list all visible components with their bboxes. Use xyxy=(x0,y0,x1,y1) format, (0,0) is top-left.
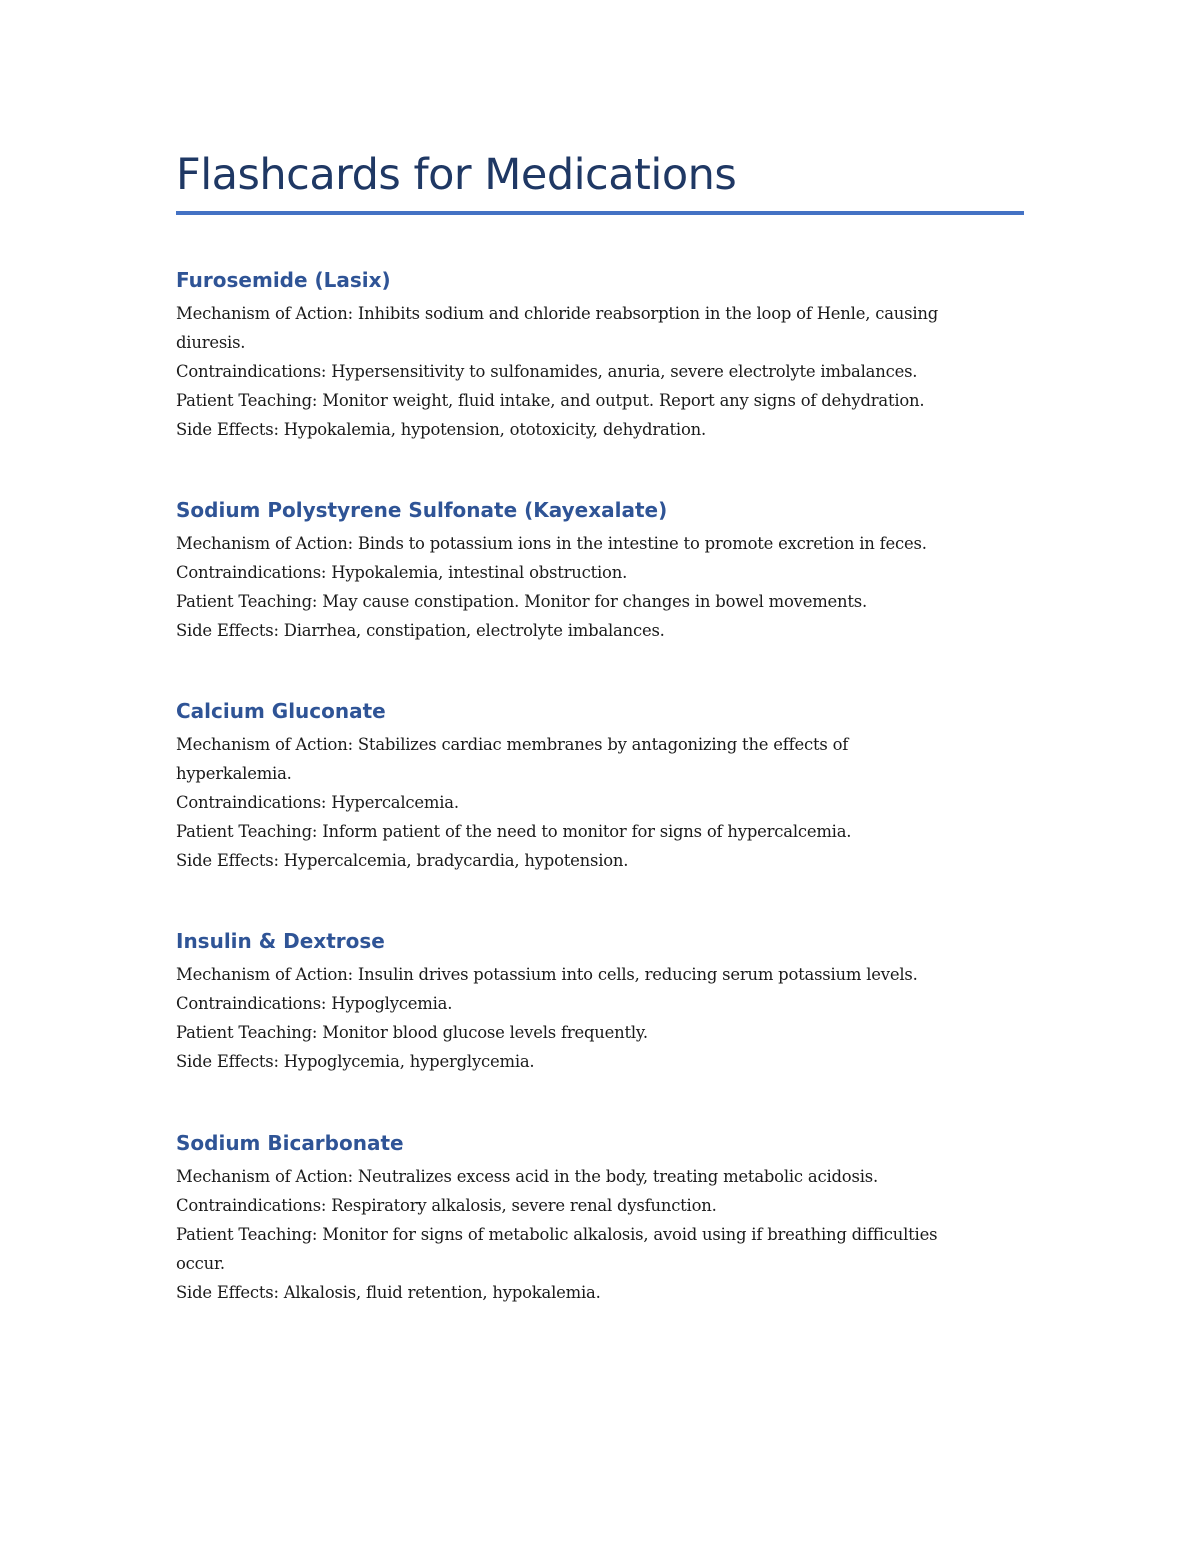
side-effects-line xyxy=(176,846,1026,875)
patient-teaching-text: Monitor for signs of metabolic alkalosis, avoid using if breathing difficulties occur. xyxy=(176,1225,938,1273)
patient-teaching-line xyxy=(176,817,1026,846)
contraindications-label: Contraindications: xyxy=(176,793,327,812)
patient-teaching-line xyxy=(176,386,1026,415)
side-effects-label: Side Effects: xyxy=(176,420,279,439)
side-effects-text: Hypoglycemia, hyperglycemia. xyxy=(283,1052,535,1071)
contraindications-label: Contraindications: xyxy=(176,563,327,582)
mechanism-label: Mechanism of Action: xyxy=(176,735,353,754)
mechanism-line xyxy=(176,960,1026,989)
medication-heading: Sodium Bicarbonate xyxy=(176,1131,404,1155)
mechanism-text: Inhibits sodium and chloride reabsorption in the loop of Henle, causing diuresis. xyxy=(176,304,939,352)
medication-heading: Calcium Gluconate xyxy=(176,699,386,723)
side-effects-text: Alkalosis, fluid retention, hypokalemia. xyxy=(283,1283,601,1302)
contraindications-text: Hypoglycemia. xyxy=(331,994,453,1013)
page-title: Flashcards for Medications xyxy=(176,150,737,200)
patient-teaching-label: Patient Teaching: xyxy=(176,822,318,841)
mechanism-line xyxy=(176,730,956,788)
contraindications-line xyxy=(176,989,1026,1018)
mechanism-text: Neutralizes excess acid in the body, treating metabolic acidosis. xyxy=(357,1167,878,1186)
mechanism-label: Mechanism of Action: xyxy=(176,304,353,323)
contraindications-label: Contraindications: xyxy=(176,1196,327,1215)
contraindications-text: Hypercalcemia. xyxy=(331,793,459,812)
side-effects-line xyxy=(176,616,1026,645)
patient-teaching-label: Patient Teaching: xyxy=(176,1023,318,1042)
contraindications-line xyxy=(176,357,1026,386)
mechanism-text: Stabilizes cardiac membranes by antagonizing the effects of hyperkalemia. xyxy=(176,735,849,783)
mechanism-text: Binds to potassium ions in the intestine to promote excretion in feces. xyxy=(357,534,927,553)
mechanism-text: Insulin drives potassium into cells, reducing serum potassium levels. xyxy=(357,965,918,984)
side-effects-label: Side Effects: xyxy=(176,851,279,870)
mechanism-line xyxy=(176,1162,1026,1191)
side-effects-label: Side Effects: xyxy=(176,621,279,640)
patient-teaching-line xyxy=(176,1018,1026,1047)
medication-heading: Insulin & Dextrose xyxy=(176,929,385,953)
side-effects-text: Hypokalemia, hypotension, ototoxicity, dehydration. xyxy=(283,420,706,439)
contraindications-label: Contraindications: xyxy=(176,362,327,381)
title-underline-rule xyxy=(176,211,1024,215)
side-effects-text: Hypercalcemia, bradycardia, hypotension. xyxy=(283,851,629,870)
patient-teaching-label: Patient Teaching: xyxy=(176,391,318,410)
patient-teaching-label: Patient Teaching: xyxy=(176,1225,318,1244)
contraindications-label: Contraindications: xyxy=(176,994,327,1013)
side-effects-line xyxy=(176,1278,1026,1307)
contraindications-text: Hypokalemia, intestinal obstruction. xyxy=(331,563,628,582)
medication-heading: Sodium Polystyrene Sulfonate (Kayexalate) xyxy=(176,498,668,522)
contraindications-text: Hypersensitivity to sulfonamides, anuria, severe electrolyte imbalances. xyxy=(331,362,918,381)
mechanism-line xyxy=(176,529,1026,558)
document-content xyxy=(176,145,1026,1302)
side-effects-text: Diarrhea, constipation, electrolyte imbalances. xyxy=(283,621,665,640)
mechanism-line xyxy=(176,299,976,357)
contraindications-line xyxy=(176,1191,1026,1220)
mechanism-label: Mechanism of Action: xyxy=(176,534,353,553)
side-effects-label: Side Effects: xyxy=(176,1283,279,1302)
medication-card-kayexalate xyxy=(176,495,1026,645)
patient-teaching-text: Inform patient of the need to monitor for signs of hypercalcemia. xyxy=(322,822,852,841)
patient-teaching-label: Patient Teaching: xyxy=(176,592,318,611)
contraindications-line xyxy=(176,788,1026,817)
contraindications-text: Respiratory alkalosis, severe renal dysfunction. xyxy=(331,1196,717,1215)
patient-teaching-line xyxy=(176,1220,956,1278)
mechanism-label: Mechanism of Action: xyxy=(176,1167,353,1186)
contraindications-line xyxy=(176,558,1026,587)
mechanism-label: Mechanism of Action: xyxy=(176,965,353,984)
side-effects-line xyxy=(176,415,1026,444)
medication-card-insulin-dextrose xyxy=(176,926,1026,1076)
medication-card-sodium-bicarbonate xyxy=(176,1128,1026,1307)
side-effects-label: Side Effects: xyxy=(176,1052,279,1071)
patient-teaching-text: May cause constipation. Monitor for changes in bowel movements. xyxy=(322,592,868,611)
side-effects-line xyxy=(176,1047,1026,1076)
patient-teaching-text: Monitor blood glucose levels frequently. xyxy=(322,1023,648,1042)
patient-teaching-text: Monitor weight, fluid intake, and output. Report any signs of dehydration. xyxy=(322,391,925,410)
patient-teaching-line xyxy=(176,587,1026,616)
medication-card-calcium-gluconate xyxy=(176,696,1026,875)
medication-card-furosemide xyxy=(176,265,1026,444)
medication-heading: Furosemide (Lasix) xyxy=(176,268,391,292)
